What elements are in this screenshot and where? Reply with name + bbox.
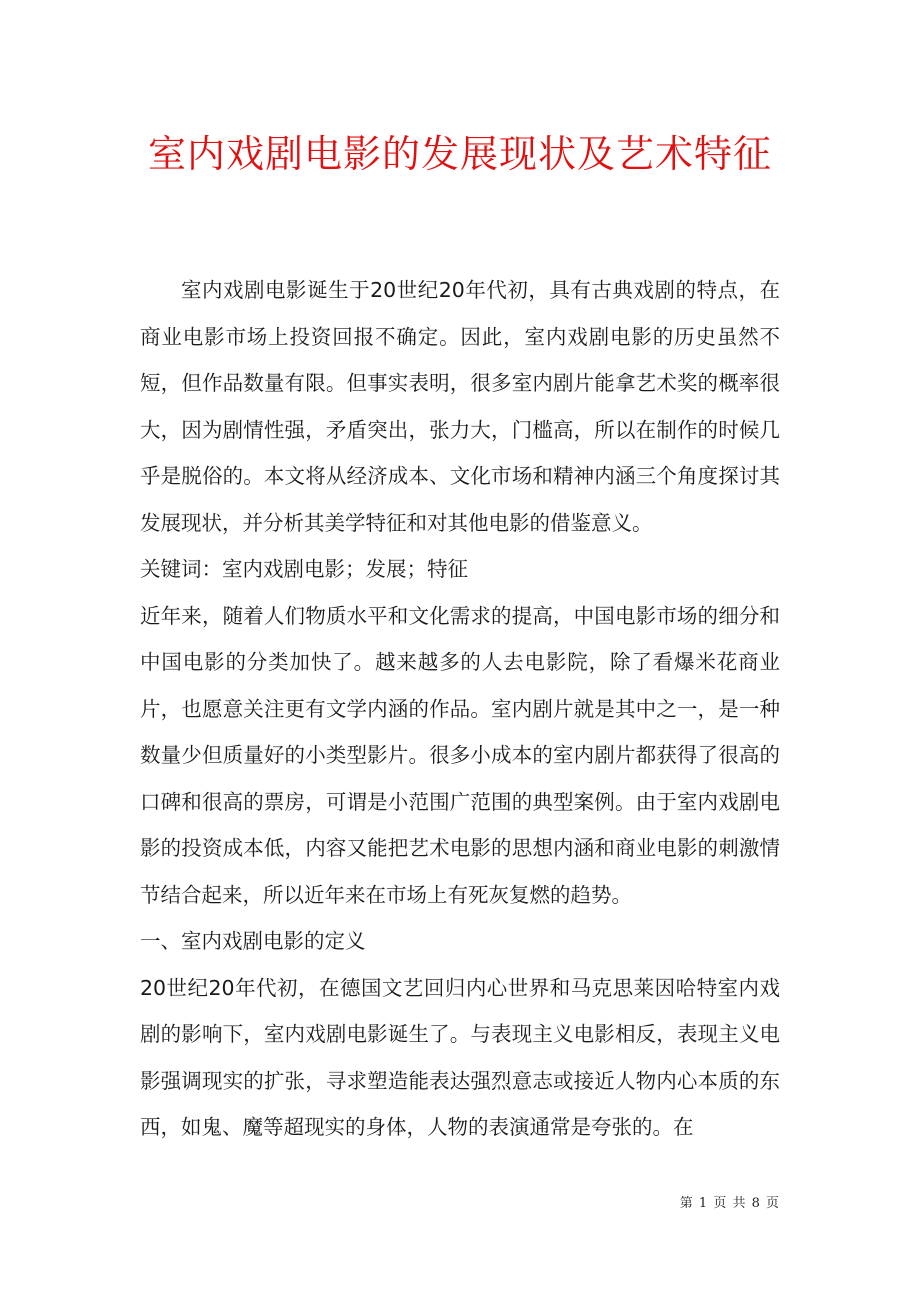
section-heading: 一、室内戏剧电影的定义 <box>140 929 366 953</box>
section-paragraph: 20世纪20年代初，在德国文艺回归内心世界和马克思莱因哈特室内戏剧的影响下，室内戏剧电影诞生了。与表现主义电影相反，表现主义电影强调现实的扩张，寻求塑造能表达强烈意志或接近人物内心本质的东西，如鬼、魔等超现实的身体，人物的表演通常是夸张的。在 <box>140 975 780 1139</box>
document-body <box>140 267 780 1151</box>
intro-paragraph: 近年来，随着人们物质水平和文化需求的提高，中国电影市场的细分和中国电影的分类加快了。越来越多的人去电影院，除了看爆米花商业片，也愿意关注更有文学内涵的作品。室内剧片就是其中之一，是一种数量少但质量好的小类型影片。很多小成本的室内剧片都获得了很高的口碑和很高的票房，可谓是小范围广范围的典型案例。由于室内戏剧电影的投资成本低，内容又能把艺术电影的思想内涵和商业电影的刺激情节结合起来，所以近年来在市场上有死灰复燃的趋势。 <box>140 603 780 907</box>
document-title: 室内戏剧电影的发展现状及艺术特征 <box>147 132 772 176</box>
abstract-paragraph: 室内戏剧电影诞生于20世纪20年代初，具有古典戏剧的特点，在商业电影市场上投资回报不确定。因此，室内戏剧电影的历史虽然不短，但作品数量有限。但事实表明，很多室内剧片能拿艺术奖的概率很大，因为剧情性强，矛盾突出，张力大，门槛高，所以在制作的时候几乎是脱俗的。本文将从经济成本、文化市场和精神内涵三个角度探讨其发展现状，并分析其美学特征和对其他电影的借鉴意义。 <box>140 278 780 535</box>
page-number-footer: 第 1 页 共 8 页 <box>679 1196 780 1211</box>
keywords-line: 关键词：室内戏剧电影；发展；特征 <box>140 557 468 581</box>
